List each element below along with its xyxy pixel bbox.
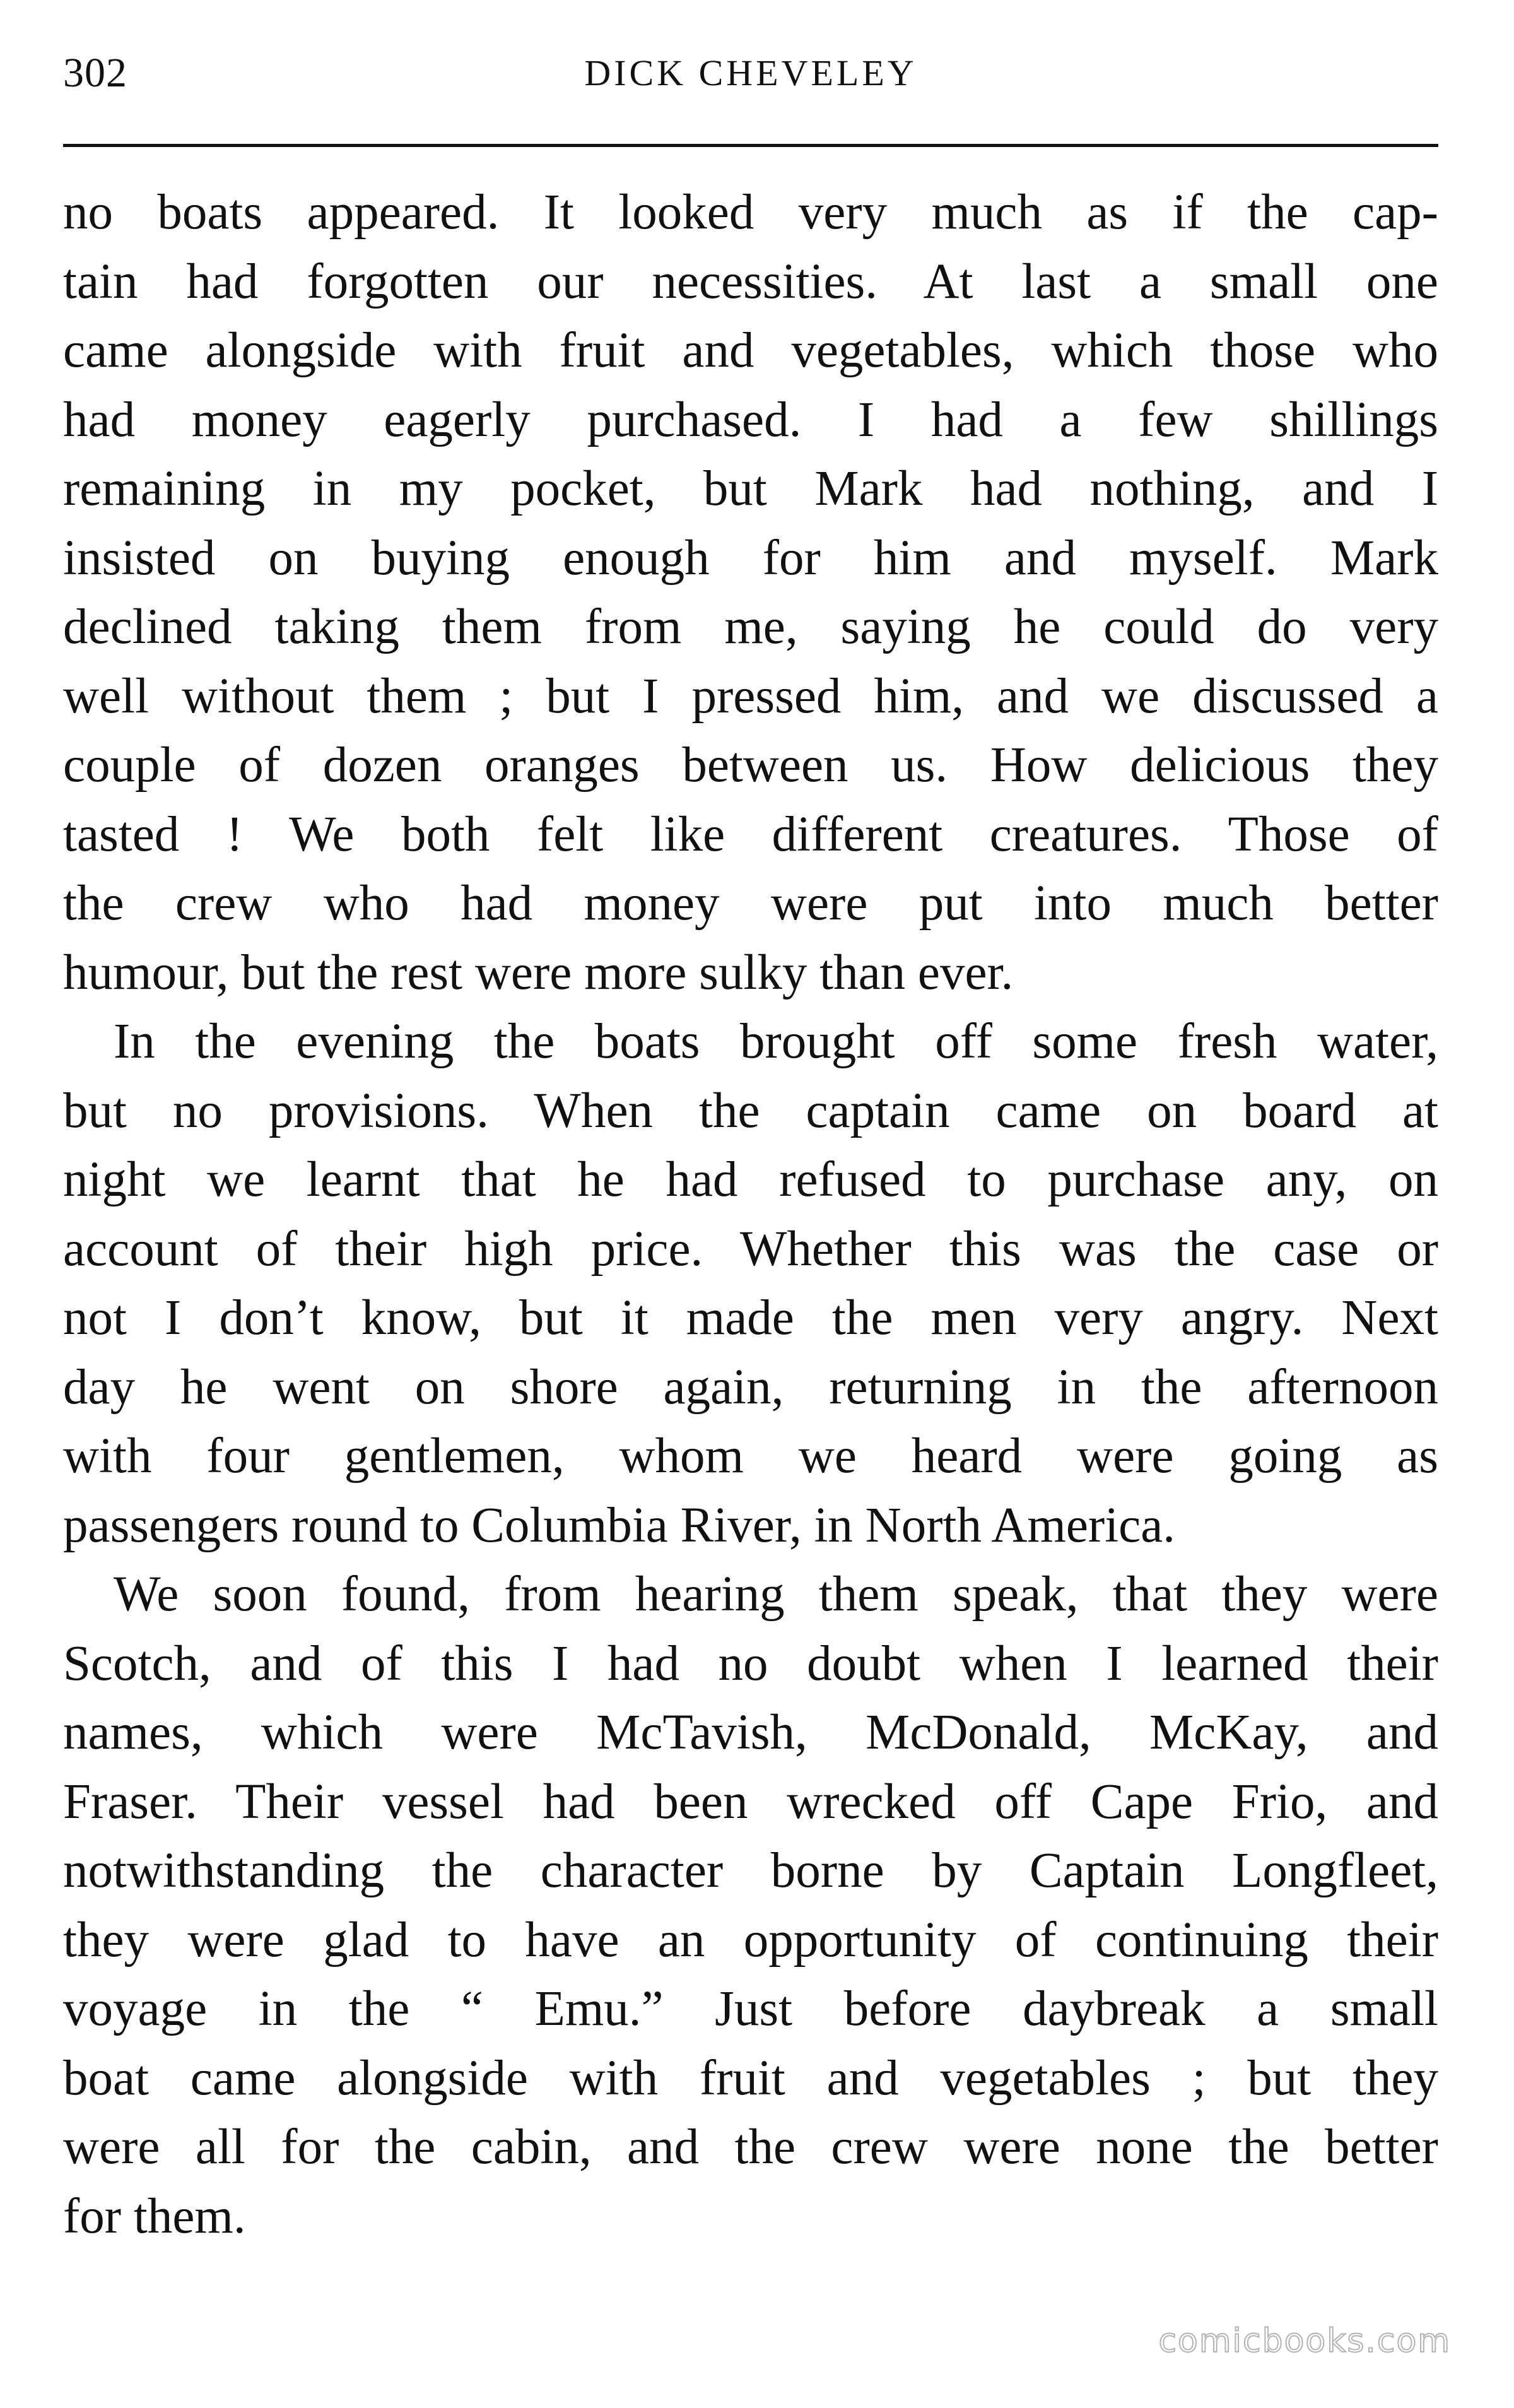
text-line: boat came alongside with fruit and vegetables ; but they (63, 2050, 1438, 2106)
text-line: with four gentlemen, whom we heard were going as (63, 1429, 1438, 1484)
text-line: tasted ! We both felt like different creatures. Those of (63, 806, 1438, 862)
text-line: had money eagerly purchased. I had a few shillings (63, 392, 1438, 447)
text-line: Fraser. Their vessel had been wrecked off Cape Frio, and (63, 1774, 1438, 1829)
page-number: 302 (63, 50, 127, 96)
text-line: not I don’t know, but it made the men very angry. Next (63, 1290, 1438, 1345)
text-line: voyage in the “ Emu.” Just before daybreak a small (63, 1981, 1438, 2036)
text-line: remaining in my pocket, but Mark had nothing, and I (63, 461, 1438, 516)
text-line: Scotch, and of this I had no doubt when I learned their (63, 1636, 1438, 1691)
text-line: account of their high price. Whether this was the case or (63, 1221, 1438, 1277)
text-line: names, which were McTavish, McDonald, McKay, and (63, 1705, 1438, 1760)
text-line: day he went on shore again, returning in the afternoon (63, 1359, 1438, 1415)
text-line: they were glad to have an opportunity of continuing their (63, 1912, 1438, 1968)
text-line: We soon found, from hearing them speak, that they were (114, 1567, 1438, 1622)
text-line: for them. (63, 2188, 246, 2244)
text-line: night we learnt that he had refused to purchase any, on (63, 1152, 1438, 1207)
text-line: well without them ; but I pressed him, and we discussed a (63, 668, 1438, 724)
running-title: DICK CHEVELEY (584, 52, 917, 93)
body-text (63, 178, 1438, 2251)
text-line: notwithstanding the character borne by Captain Longfleet, (63, 1843, 1438, 1898)
text-line: no boats appeared. It looked very much as if the cap- (63, 185, 1438, 240)
text-line: but no provisions. When the captain came on board at (63, 1083, 1438, 1138)
watermark: comicbooks.com (1158, 2322, 1451, 2360)
text-line: tain had forgotten our necessities. At last a small one (63, 254, 1438, 309)
text-line: the crew who had money were put into much better (63, 876, 1438, 931)
text-line: passengers round to Columbia River, in North America. (63, 1497, 1176, 1553)
text-line: In the evening the boats brought off some fresh water, (114, 1014, 1438, 1069)
header-rule (63, 144, 1438, 147)
text-line: were all for the cabin, and the crew were none the better (63, 2120, 1438, 2175)
text-line: humour, but the rest were more sulky than ever. (63, 945, 1014, 1000)
text-line: declined taking them from me, saying he could do very (63, 599, 1438, 654)
text-line: insisted on buying enough for him and myself. Mark (63, 530, 1438, 586)
text-line: came alongside with fruit and vegetables, which those who (63, 323, 1438, 378)
page-header (63, 49, 1438, 106)
text-line: couple of dozen oranges between us. How delicious they (63, 738, 1438, 793)
